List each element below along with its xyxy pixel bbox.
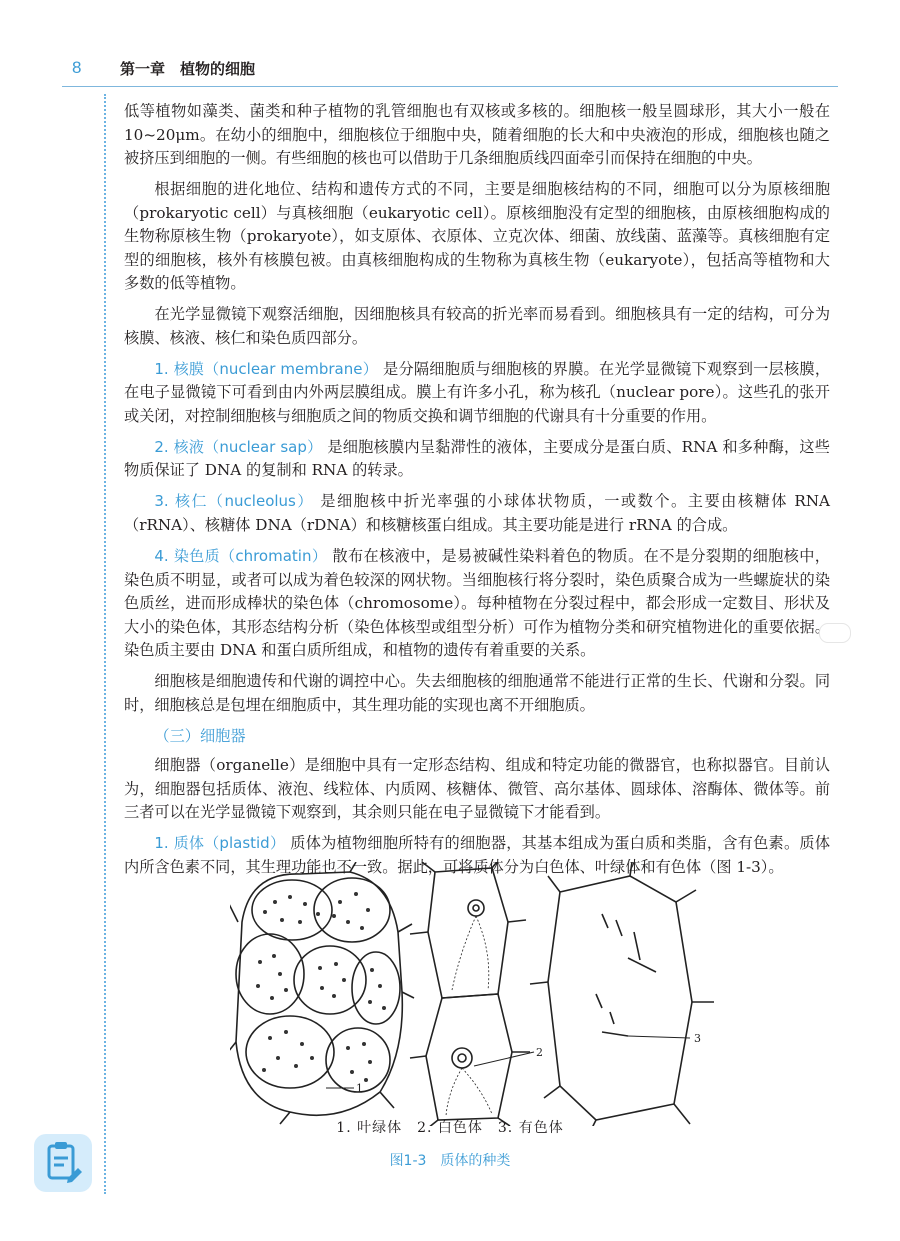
plastid-figure (230, 862, 730, 1126)
item-text: 散布在核液中，是易被碱性染料着色的物质。在不是分裂期的细胞核中，染色质不明显，或者可以成为着色较深的网状物。当细胞核行将分裂时，染色质聚合成为一些螺旋状的染色质丝，进而形成棒状的染色体（chromosome）。每种植物在分裂过程中，都会形成一定数目、形状及大小的染色体，其形态结构分析（染色体核型或组型分析）可作为植物分类和研究植物进化的重要依据。染色质主要由 DNA 和蛋白质所组成，和植物的遗传有着重要的关系。 (124, 547, 830, 660)
item-text: 是细胞核膜内呈黏滞性的液体，主要成分是蛋白质、RNA 和多种酶，这些物质保证了 DNA 的复制和 RNA 的转录。 (124, 437, 830, 480)
item-label: 3. 核仁（nucleolus） (154, 492, 314, 511)
figure-title: 图1-3 质体的种类 (389, 1153, 511, 1169)
item-text: 质体为植物细胞所特有的细胞器，其基本组成为蛋白质和类脂，含有色素。质体内所含色素不同，其生理功能也不一致。据此，可将质体分为白色体、叶绿体和有色体（图 1-3）。 (124, 834, 831, 876)
leucoplast-cells-drawing (410, 862, 530, 1126)
item-text: 是分隔细胞质与细胞核的界膜。在光学显微镜下观察到一层核膜，在电子显微镜下可看到由内外两层膜组成。膜上有许多小孔，称为核孔（nuclear pore）。这些孔的张开或关闭，对控制细胞核与细胞质之间的物质交换和调节细胞的代谢具有十分重要的作用。 (124, 359, 831, 425)
item-nucleolus (124, 490, 830, 537)
organelle-intro: 细胞器（organelle）是细胞中具有一定形态结构、组成和特定功能的微器官，也称拟器官。目前认为，细胞器包括质体、液泡、线粒体、内质网、核糖体、微管、高尔基体、圆球体、溶酶体、微体等。前三者可以在光学显微镜下观察到，其余则只能在电子显微镜下才能看到。 (124, 756, 830, 822)
page-number: 8 (72, 58, 82, 77)
header-rule (62, 86, 838, 87)
item-nuclear-membrane (124, 358, 830, 429)
summary-paragraph: 细胞核是细胞遗传和代谢的调控中心。失去细胞核的细胞通常不能进行正常的生长、代谢和分裂。同时，细胞核总是包埋在细胞质中，其生理功能的实现也离不开细胞质。 (124, 672, 830, 714)
callout-3: 3 (694, 1032, 701, 1045)
chromoplast-cell-drawing (530, 862, 714, 1126)
item-chromatin (124, 545, 830, 663)
paragraph: 根据细胞的进化地位、结构和遗传方式的不同，主要是细胞核结构的不同，细胞可以分为原核细胞（prokaryotic cell）与真核细胞（eukaryotic cell）。原核细胞没有定型的细胞核，由原核细胞构成的生物称原核生物（prokaryote），如支原体、衣原体、立克次体、细菌、放线菌、蓝藻等。真核细胞有定型的细胞核，核外有核膜包被。由真核细胞构成的生物称为真核生物（eukaryote），包括高等植物和大多数的低等植物。 (124, 180, 830, 293)
notes-edit-icon[interactable] (34, 1134, 92, 1192)
paragraph: 低等植物如藻类、菌类和种子植物的乳管细胞也有双核或多核的。细胞核一般呈圆球形，其大小一般在 10~20μm。在幼小的细胞中，细胞核位于细胞中央，随着细胞的长大和中央液泡的形成，细胞核也随之被挤压到细胞的一侧。有些细胞的核也可以借助于几条细胞质线四面牵引而保持在细胞的中央。 (124, 102, 830, 167)
main-text (124, 100, 830, 887)
callout-2: 2 (536, 1046, 543, 1059)
item-text: 是细胞核中折光率强的小球体状物质，一或数个。主要由核糖体 RNA（rRNA）、核糖体 DNA（rDNA）和核糖核蛋白组成。其主要功能是进行 rRNA 的合成。 (124, 492, 831, 534)
item-label: 4. 染色质（chromatin） (154, 547, 328, 566)
paragraph: 在光学显微镜下观察活细胞，因细胞核具有较高的折光率而易看到。细胞核具有一定的结构，可分为核膜、核液、核仁和染色质四部分。 (124, 305, 830, 347)
callout-1: 1 (356, 1082, 363, 1095)
chapter-title: 第一章 植物的细胞 (120, 60, 256, 78)
watermark (819, 623, 851, 643)
margin-dotted-line (104, 94, 106, 1194)
item-label: 1. 质体（plastid） (154, 834, 286, 853)
section-heading: （三）细胞器 (154, 726, 246, 745)
item-label: 1. 核膜（nuclear membrane） (154, 359, 378, 378)
figure-caption: 1. 叶绿体 2. 白色体 3. 有色体 (336, 1120, 564, 1136)
item-nuclear-sap (124, 436, 830, 483)
chloroplast-cells-drawing (230, 862, 414, 1124)
item-label: 2. 核液（nuclear sap） (154, 437, 323, 456)
